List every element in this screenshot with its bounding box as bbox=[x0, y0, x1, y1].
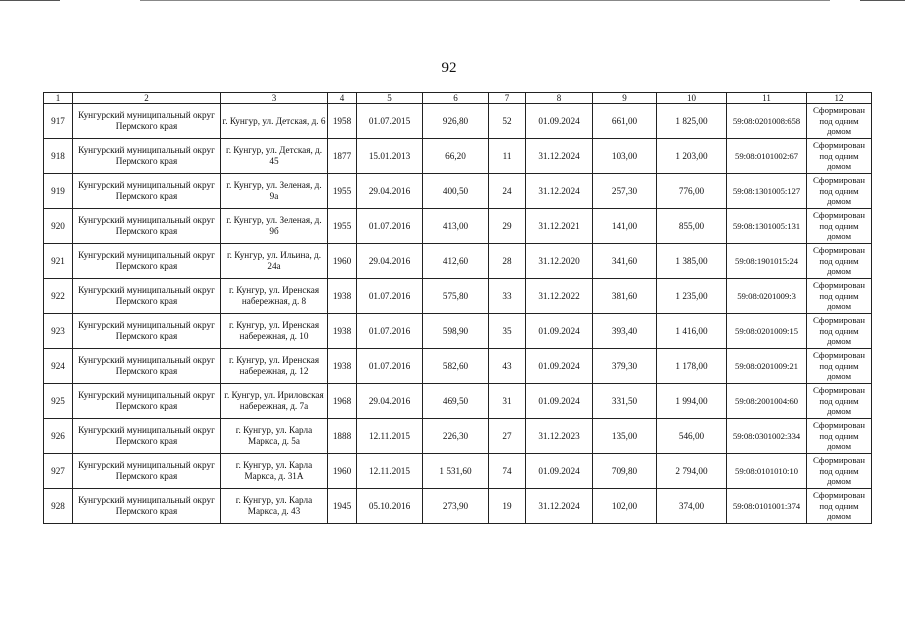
year-cell: 1888 bbox=[328, 419, 357, 454]
date-cell: 29.04.2016 bbox=[357, 244, 423, 279]
date-cell: 12.11.2015 bbox=[357, 419, 423, 454]
area-cell: 381,60 bbox=[593, 279, 657, 314]
status-cell: Сформирован под одним домом bbox=[807, 489, 872, 524]
date-cell: 31.12.2024 bbox=[526, 174, 593, 209]
area-cell: 400,50 bbox=[423, 174, 489, 209]
date-cell: 01.09.2024 bbox=[526, 384, 593, 419]
date-cell: 01.07.2016 bbox=[357, 279, 423, 314]
table-row bbox=[44, 314, 872, 349]
area-cell: 709,80 bbox=[593, 454, 657, 489]
area-cell: 413,00 bbox=[423, 209, 489, 244]
area-cell: 1 994,00 bbox=[657, 384, 727, 419]
count-cell: 52 bbox=[489, 104, 526, 139]
address-cell: г. Кунгур, ул. Ириловская набережная, д. 7а bbox=[221, 384, 328, 419]
date-cell: 15.01.2013 bbox=[357, 139, 423, 174]
table-row bbox=[44, 349, 872, 384]
year-cell: 1877 bbox=[328, 139, 357, 174]
municipality-cell: Кунгурский муниципальный округ Пермского края bbox=[73, 209, 221, 244]
count-cell: 28 bbox=[489, 244, 526, 279]
area-cell: 1 385,00 bbox=[657, 244, 727, 279]
area-cell: 66,20 bbox=[423, 139, 489, 174]
municipality-cell: Кунгурский муниципальный округ Пермского края bbox=[73, 174, 221, 209]
area-cell: 546,00 bbox=[657, 419, 727, 454]
date-cell: 31.12.2021 bbox=[526, 209, 593, 244]
municipality-cell: Кунгурский муниципальный округ Пермского края bbox=[73, 314, 221, 349]
status-cell: Сформирован под одним домом bbox=[807, 174, 872, 209]
area-cell: 2 794,00 bbox=[657, 454, 727, 489]
column-header: 11 bbox=[727, 93, 807, 104]
municipality-cell: Кунгурский муниципальный округ Пермского края bbox=[73, 139, 221, 174]
area-cell: 1 531,60 bbox=[423, 454, 489, 489]
area-cell: 141,00 bbox=[593, 209, 657, 244]
area-cell: 1 235,00 bbox=[657, 279, 727, 314]
date-cell: 01.09.2024 bbox=[526, 104, 593, 139]
address-cell: г. Кунгур, ул. Зеленая, д. 9а bbox=[221, 174, 328, 209]
municipality-cell: Кунгурский муниципальный округ Пермского края bbox=[73, 349, 221, 384]
area-cell: 598,90 bbox=[423, 314, 489, 349]
scan-edge-middle bbox=[140, 0, 830, 1]
date-cell: 05.10.2016 bbox=[357, 489, 423, 524]
cadastral-number-cell: 59:08:1901015:24 bbox=[727, 244, 807, 279]
year-cell: 1938 bbox=[328, 314, 357, 349]
year-cell: 1938 bbox=[328, 279, 357, 314]
count-cell: 31 bbox=[489, 384, 526, 419]
status-cell: Сформирован под одним домом bbox=[807, 314, 872, 349]
cadastral-number-cell: 59:08:0201009:21 bbox=[727, 349, 807, 384]
date-cell: 31.12.2024 bbox=[526, 139, 593, 174]
area-cell: 575,80 bbox=[423, 279, 489, 314]
address-cell: г. Кунгур, ул. Иренская набережная, д. 10 bbox=[221, 314, 328, 349]
year-cell: 1955 bbox=[328, 209, 357, 244]
address-cell: г. Кунгур, ул. Иренская набережная, д. 8 bbox=[221, 279, 328, 314]
area-cell: 776,00 bbox=[657, 174, 727, 209]
cadastral-number-cell: 59:08:0301002:334 bbox=[727, 419, 807, 454]
address-cell: г. Кунгур, ул. Карла Маркса, д. 5а bbox=[221, 419, 328, 454]
cadastral-number-cell: 59:08:0201009:3 bbox=[727, 279, 807, 314]
date-cell: 01.07.2015 bbox=[357, 104, 423, 139]
row-number: 919 bbox=[44, 174, 73, 209]
row-number: 926 bbox=[44, 419, 73, 454]
date-cell: 01.07.2016 bbox=[357, 209, 423, 244]
area-cell: 412,60 bbox=[423, 244, 489, 279]
scan-edge-left bbox=[0, 0, 60, 1]
row-number: 927 bbox=[44, 454, 73, 489]
area-cell: 102,00 bbox=[593, 489, 657, 524]
area-cell: 341,60 bbox=[593, 244, 657, 279]
column-header: 2 bbox=[73, 93, 221, 104]
cadastral-number-cell: 59:08:1301005:131 bbox=[727, 209, 807, 244]
column-header: 10 bbox=[657, 93, 727, 104]
column-header: 1 bbox=[44, 93, 73, 104]
count-cell: 24 bbox=[489, 174, 526, 209]
table-row bbox=[44, 419, 872, 454]
count-cell: 74 bbox=[489, 454, 526, 489]
address-cell: г. Кунгур, ул. Иренская набережная, д. 12 bbox=[221, 349, 328, 384]
column-header: 4 bbox=[328, 93, 357, 104]
date-cell: 29.04.2016 bbox=[357, 384, 423, 419]
row-number: 924 bbox=[44, 349, 73, 384]
date-cell: 12.11.2015 bbox=[357, 454, 423, 489]
address-cell: г. Кунгур, ул. Карла Маркса, д. 31А bbox=[221, 454, 328, 489]
area-cell: 273,90 bbox=[423, 489, 489, 524]
year-cell: 1938 bbox=[328, 349, 357, 384]
column-header: 8 bbox=[526, 93, 593, 104]
area-cell: 374,00 bbox=[657, 489, 727, 524]
area-cell: 469,50 bbox=[423, 384, 489, 419]
count-cell: 35 bbox=[489, 314, 526, 349]
cadastral-number-cell: 59:08:0101001:374 bbox=[727, 489, 807, 524]
column-header: 12 bbox=[807, 93, 872, 104]
municipality-cell: Кунгурский муниципальный округ Пермского края bbox=[73, 244, 221, 279]
count-cell: 19 bbox=[489, 489, 526, 524]
municipality-cell: Кунгурский муниципальный округ Пермского края bbox=[73, 384, 221, 419]
row-number: 925 bbox=[44, 384, 73, 419]
status-cell: Сформирован под одним домом bbox=[807, 104, 872, 139]
status-cell: Сформирован под одним домом bbox=[807, 349, 872, 384]
status-cell: Сформирован под одним домом bbox=[807, 419, 872, 454]
status-cell: Сформирован под одним домом bbox=[807, 244, 872, 279]
count-cell: 27 bbox=[489, 419, 526, 454]
housing-table bbox=[43, 92, 872, 524]
date-cell: 01.09.2024 bbox=[526, 349, 593, 384]
area-cell: 103,00 bbox=[593, 139, 657, 174]
address-cell: г. Кунгур, ул. Карла Маркса, д. 43 bbox=[221, 489, 328, 524]
table-row bbox=[44, 384, 872, 419]
status-cell: Сформирован под одним домом bbox=[807, 279, 872, 314]
area-cell: 257,30 bbox=[593, 174, 657, 209]
cadastral-number-cell: 59:08:1301005:127 bbox=[727, 174, 807, 209]
date-cell: 01.09.2024 bbox=[526, 314, 593, 349]
address-cell: г. Кунгур, ул. Ильина, д. 24а bbox=[221, 244, 328, 279]
column-header: 7 bbox=[489, 93, 526, 104]
table-row bbox=[44, 279, 872, 314]
municipality-cell: Кунгурский муниципальный округ Пермского края bbox=[73, 489, 221, 524]
address-cell: г. Кунгур, ул. Детская, д. 45 bbox=[221, 139, 328, 174]
municipality-cell: Кунгурский муниципальный округ Пермского края bbox=[73, 419, 221, 454]
year-cell: 1945 bbox=[328, 489, 357, 524]
scan-edge-right bbox=[860, 0, 905, 1]
year-cell: 1958 bbox=[328, 104, 357, 139]
area-cell: 1 416,00 bbox=[657, 314, 727, 349]
area-cell: 1 178,00 bbox=[657, 349, 727, 384]
year-cell: 1960 bbox=[328, 244, 357, 279]
municipality-cell: Кунгурский муниципальный округ Пермского края bbox=[73, 279, 221, 314]
area-cell: 331,50 bbox=[593, 384, 657, 419]
count-cell: 33 bbox=[489, 279, 526, 314]
date-cell: 31.12.2024 bbox=[526, 489, 593, 524]
date-cell: 29.04.2016 bbox=[357, 174, 423, 209]
address-cell: г. Кунгур, ул. Детская, д. 6 bbox=[221, 104, 328, 139]
area-cell: 661,00 bbox=[593, 104, 657, 139]
year-cell: 1968 bbox=[328, 384, 357, 419]
page-number: 92 bbox=[441, 60, 457, 76]
column-header: 9 bbox=[593, 93, 657, 104]
row-number: 928 bbox=[44, 489, 73, 524]
area-cell: 855,00 bbox=[657, 209, 727, 244]
cadastral-number-cell: 59:08:0101002:67 bbox=[727, 139, 807, 174]
table-row bbox=[44, 139, 872, 174]
date-cell: 31.12.2023 bbox=[526, 419, 593, 454]
year-cell: 1955 bbox=[328, 174, 357, 209]
status-cell: Сформирован под одним домом bbox=[807, 209, 872, 244]
cadastral-number-cell: 59:08:0201009:15 bbox=[727, 314, 807, 349]
area-cell: 393,40 bbox=[593, 314, 657, 349]
date-cell: 01.07.2016 bbox=[357, 349, 423, 384]
count-cell: 43 bbox=[489, 349, 526, 384]
row-number: 923 bbox=[44, 314, 73, 349]
address-cell: г. Кунгур, ул. Зеленая, д. 9б bbox=[221, 209, 328, 244]
column-header: 5 bbox=[357, 93, 423, 104]
cadastral-number-cell: 59:08:2001004:60 bbox=[727, 384, 807, 419]
status-cell: Сформирован под одним домом bbox=[807, 384, 872, 419]
area-cell: 226,30 bbox=[423, 419, 489, 454]
municipality-cell: Кунгурский муниципальный округ Пермского края bbox=[73, 454, 221, 489]
date-cell: 01.09.2024 bbox=[526, 454, 593, 489]
count-cell: 11 bbox=[489, 139, 526, 174]
row-number: 917 bbox=[44, 104, 73, 139]
date-cell: 31.12.2022 bbox=[526, 279, 593, 314]
table-row bbox=[44, 244, 872, 279]
column-header: 6 bbox=[423, 93, 489, 104]
area-cell: 1 203,00 bbox=[657, 139, 727, 174]
count-cell: 29 bbox=[489, 209, 526, 244]
status-cell: Сформирован под одним домом bbox=[807, 454, 872, 489]
area-cell: 582,60 bbox=[423, 349, 489, 384]
year-cell: 1960 bbox=[328, 454, 357, 489]
area-cell: 926,80 bbox=[423, 104, 489, 139]
date-cell: 31.12.2020 bbox=[526, 244, 593, 279]
area-cell: 379,30 bbox=[593, 349, 657, 384]
status-cell: Сформирован под одним домом bbox=[807, 139, 872, 174]
cadastral-number-cell: 59:08:0101010:10 bbox=[727, 454, 807, 489]
row-number: 921 bbox=[44, 244, 73, 279]
column-number-row bbox=[44, 93, 872, 104]
column-header: 3 bbox=[221, 93, 328, 104]
table-row bbox=[44, 209, 872, 244]
date-cell: 01.07.2016 bbox=[357, 314, 423, 349]
row-number: 922 bbox=[44, 279, 73, 314]
table-row bbox=[44, 454, 872, 489]
municipality-cell: Кунгурский муниципальный округ Пермского края bbox=[73, 104, 221, 139]
area-cell: 1 825,00 bbox=[657, 104, 727, 139]
row-number: 918 bbox=[44, 139, 73, 174]
table-row bbox=[44, 174, 872, 209]
table-row bbox=[44, 104, 872, 139]
cadastral-number-cell: 59:08:0201008:658 bbox=[727, 104, 807, 139]
area-cell: 135,00 bbox=[593, 419, 657, 454]
table-row bbox=[44, 489, 872, 524]
row-number: 920 bbox=[44, 209, 73, 244]
